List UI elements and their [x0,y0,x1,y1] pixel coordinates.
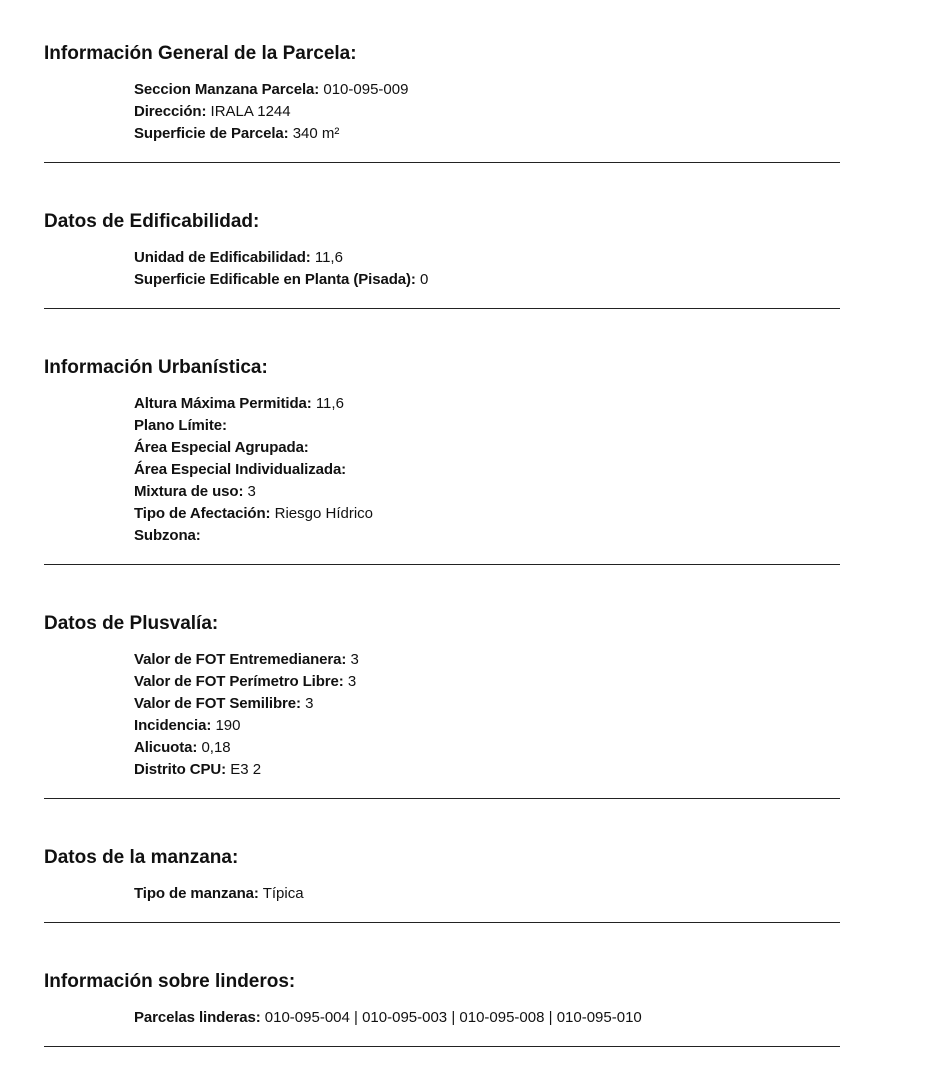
field-value: IRALA 1244 [210,103,291,120]
field-superficie-edificable [134,269,840,291]
field-list [134,883,840,905]
field-value: 010-095-009 [323,81,409,98]
field-value: E3 2 [230,761,262,778]
field-value: 0 [420,271,429,288]
section-urbanistica [44,357,840,547]
field-tipo-afectacion [134,503,840,525]
field-value: 340 m² [292,125,340,142]
field-list [134,79,840,145]
section-divider [44,798,840,799]
field-superficie-parcela [134,123,840,145]
field-label: Alicuota: [134,739,198,756]
field-mixtura-uso [134,481,840,503]
section-title: Datos de Plusvalía: [44,613,219,634]
section-title: Datos de Edificabilidad: [44,211,260,232]
field-label: Tipo de manzana: [134,885,259,902]
field-value: 3 [247,483,256,500]
field-area-especial-agrupada [134,437,840,459]
field-tipo-manzana [134,883,840,905]
field-area-especial-individualizada [134,459,840,481]
field-list [134,393,840,547]
field-label: Unidad de Edificabilidad: [134,249,311,266]
section-manzana [44,847,840,905]
field-subzona [134,525,840,547]
field-unidad-edificabilidad [134,247,840,269]
field-label: Distrito CPU: [134,761,227,778]
section-divider [44,162,840,163]
field-incidencia [134,715,840,737]
section-plusvalia [44,613,840,781]
section-general-info [44,43,840,145]
field-label: Superficie de Parcela: [134,125,289,142]
field-fot-perimetro-libre [134,671,840,693]
field-parcelas-linderas [134,1007,840,1029]
section-title: Datos de la manzana: [44,847,239,868]
field-label: Altura Máxima Permitida: [134,395,312,412]
field-value: 3 [305,695,314,712]
field-label: Seccion Manzana Parcela: [134,81,320,98]
field-value: 0,18 [201,739,231,756]
field-list [134,1007,840,1029]
field-value: 11,6 [314,249,343,266]
field-value: 010-095-004 | 010-095-003 | 010-095-008 | 010-095-010 [264,1009,642,1026]
section-divider [44,564,840,565]
field-label: Superficie Edificable en Planta (Pisada): [134,271,416,288]
field-list [134,649,840,781]
field-value: Típica [262,885,304,902]
field-value: 3 [350,651,359,668]
field-seccion-manzana-parcela [134,79,840,101]
section-linderos [44,971,840,1029]
field-list [134,247,840,291]
section-title: Información General de la Parcela: [44,43,357,64]
field-label: Tipo de Afectación: [134,505,271,522]
field-value: 3 [347,673,357,690]
field-label: Valor de FOT Perímetro Libre: [134,673,344,690]
field-distrito-cpu [134,759,840,781]
field-label: Mixtura de uso: [134,483,244,500]
section-divider [44,1046,840,1047]
field-label: Parcelas linderas: [134,1009,261,1026]
field-label: Valor de FOT Entremedianera: [134,651,347,668]
section-title: Información sobre linderos: [44,971,296,992]
field-value: 190 [215,717,241,734]
field-fot-entremedianera [134,649,840,671]
field-label: Subzona: [134,527,201,544]
section-edificabilidad [44,211,840,291]
field-altura-maxima [134,393,840,415]
field-label: Área Especial Individualizada: [134,461,347,478]
field-alicuota [134,737,840,759]
field-label: Dirección: [134,103,207,120]
field-label: Valor de FOT Semilibre: [134,695,301,712]
field-label: Área Especial Agrupada: [134,439,309,456]
field-value: 11,6 [315,395,344,412]
field-plano-limite [134,415,840,437]
field-label: Plano Límite: [134,417,227,434]
field-value: Riesgo Hídrico [274,505,373,522]
field-fot-semilibre [134,693,840,715]
section-divider [44,308,840,309]
field-direccion [134,101,840,123]
section-divider [44,922,840,923]
section-title: Información Urbanística: [44,357,268,378]
field-label: Incidencia: [134,717,212,734]
